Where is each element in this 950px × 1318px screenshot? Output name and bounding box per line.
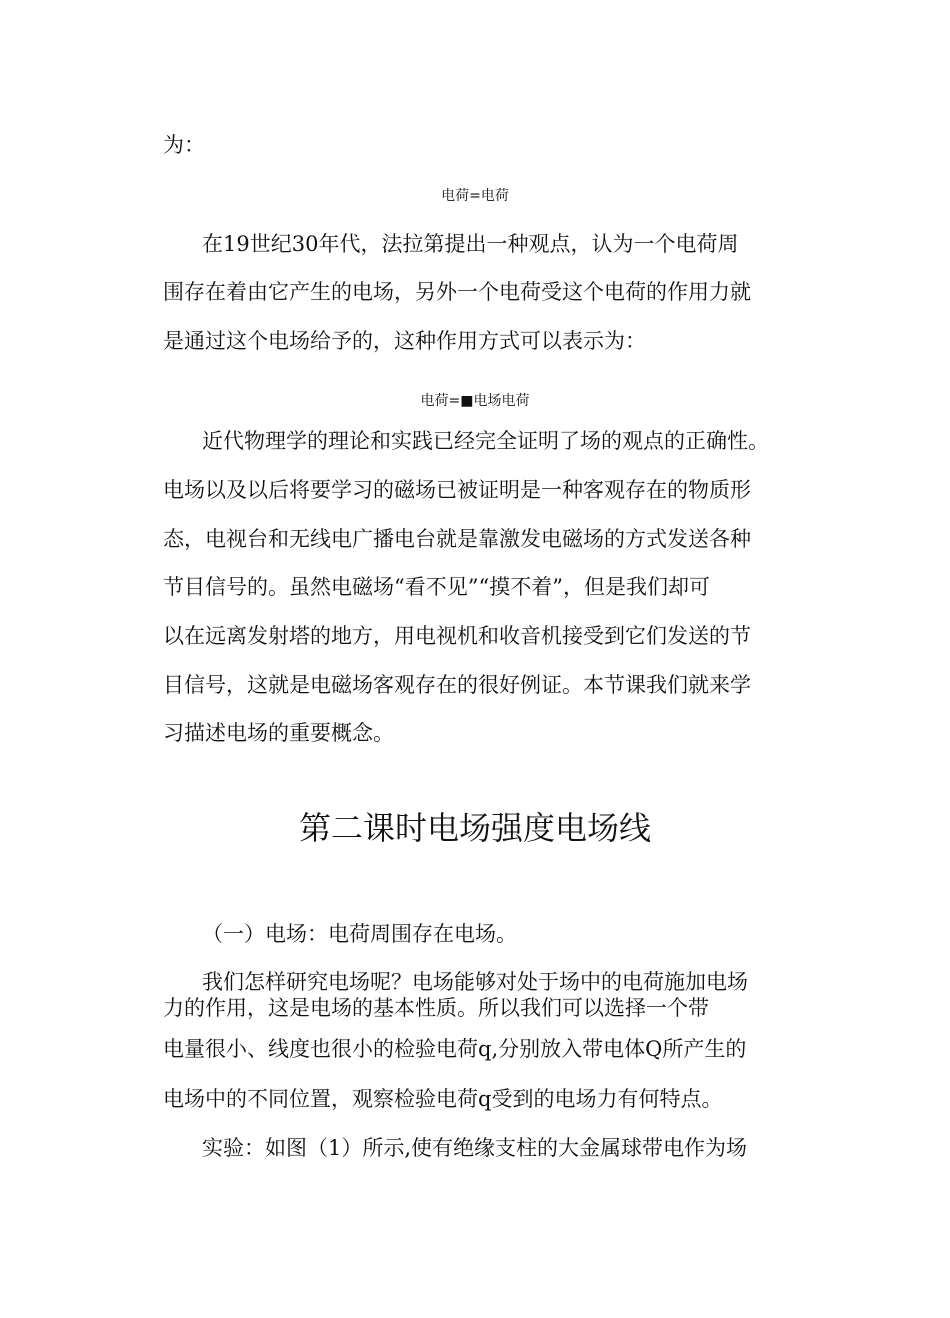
paragraph-line: 习描述电场的重要概念。 [163,721,394,745]
paragraph-line: 力的作用，这是电场的基本性质。所以我们可以选择一个带 [163,996,709,1020]
formula-field: 电荷=■电场电荷 [420,393,530,409]
paragraph-line: 实验：如图（1）所示,使有绝缘支柱的大金属球带电作为场 [202,1136,748,1160]
paragraph-line: 电场以及以后将要学习的磁场已被证明是一种客观存在的物质形 [163,478,751,502]
paragraph-line: 电场中的不同位置，观察检验电荷q受到的电场力有何特点。 [163,1087,723,1111]
paragraph-line: 节目信号的。虽然电磁场“看不见”“摸不着”，但是我们却可 [163,575,710,599]
subsection-title: （一）电场：电荷周围存在电场。 [202,922,517,946]
section-heading: 第二课时电场强度电场线 [298,809,651,847]
paragraph-line: 近代物理学的理论和实践已经完全证明了场的观点的正确性。 [202,429,769,453]
paragraph-line: 目信号，这就是电磁场客观存在的很好例证。本节课我们就来学 [163,673,751,697]
paragraph-line: 是通过这个电场给予的，这种作用方式可以表示为： [163,329,646,353]
paragraph-line: 围存在着由它产生的电场，另外一个电荷受这个电荷的作用力就 [163,280,751,304]
paragraph-line: 电量很小、线度也很小的检验电荷q,分别放入带电体Q所产生的 [163,1037,747,1061]
paragraph-line: 为： [163,133,205,157]
paragraph-line: 在19世纪30年代，法拉第提出一种观点，认为一个电荷周 [202,232,739,256]
paragraph-line: 我们怎样研究电场呢？电场能够对处于场中的电荷施加电场 [202,970,748,994]
formula-direct: 电荷=电荷 [441,188,509,204]
paragraph-line: 态，电视台和无线电广播电台就是靠激发电磁场的方式发送各种 [163,527,751,551]
paragraph-line: 以在远离发射塔的地方，用电视机和收音机接受到它们发送的节 [163,624,751,648]
